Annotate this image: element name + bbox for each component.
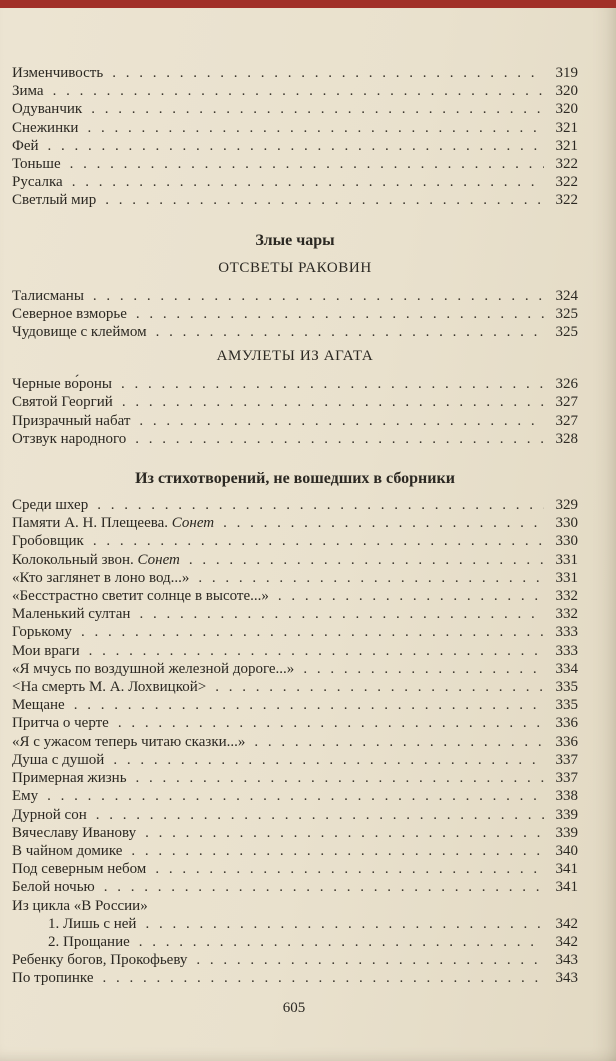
entry-page: 325 [555, 305, 578, 322]
toc-entry [12, 751, 578, 769]
entry-page: 320 [555, 83, 578, 100]
dot-leader [139, 605, 544, 623]
entry-title: Призрачный набат [12, 412, 131, 429]
entry-title: По тропинке [12, 970, 94, 987]
toc-entry [12, 191, 578, 209]
dot-leader [196, 951, 544, 969]
toc-entry [12, 100, 578, 118]
dot-leader [93, 532, 544, 550]
dot-leader [122, 393, 544, 411]
dot-leader [113, 751, 544, 769]
dot-leader [97, 496, 544, 514]
dot-leader [87, 119, 544, 137]
entry-title-italic: Сонет [133, 551, 180, 568]
entry-page: 321 [555, 119, 578, 136]
entry-title: В чайном домике [12, 842, 123, 859]
entry-title: Фей [12, 137, 39, 154]
entry-page: 320 [555, 101, 578, 118]
toc-entry [12, 915, 578, 933]
toc-entry [12, 951, 578, 969]
toc-entry [12, 551, 578, 569]
toc-entry [12, 696, 578, 714]
toc-entry [12, 878, 578, 896]
entry-title: 2. Прощание [48, 933, 130, 950]
entry-page: 325 [555, 324, 578, 341]
entry-title: Зима [12, 83, 44, 100]
dot-leader [121, 375, 544, 393]
entry-page: 335 [555, 697, 578, 714]
entry-page: 324 [555, 287, 578, 304]
toc-entry [12, 173, 578, 191]
toc-entry [12, 287, 578, 305]
entry-title: Памяти А. Н. Плещеева. Сонет [12, 515, 215, 532]
entry-page: 334 [555, 660, 578, 677]
page-number: 605 [282, 1000, 306, 1016]
toc-entry [12, 933, 578, 951]
entry-page: 337 [555, 751, 578, 768]
entry-page: 322 [555, 156, 578, 173]
entry-page: 330 [555, 533, 578, 550]
dot-leader [135, 430, 544, 448]
entry-title: Белой ночью [12, 879, 95, 896]
entry-title: «Бесстрастно светит солнце в высоте...» [12, 588, 269, 605]
dot-leader [48, 137, 544, 155]
dot-leader [102, 969, 544, 987]
dot-leader [91, 100, 544, 118]
entry-title: 1. Лишь с ней [48, 915, 137, 932]
entry-page: 337 [555, 770, 578, 787]
toc-entry [12, 769, 578, 787]
dot-leader [136, 769, 544, 787]
entry-title: Ребенку богов, Прокофьеву [12, 952, 188, 969]
toc-entry [12, 623, 578, 641]
toc-entry [12, 119, 578, 137]
section-heading: Злые чары [255, 231, 335, 249]
toc-entry [12, 155, 578, 173]
toc-entry [12, 605, 578, 623]
dot-leader [189, 551, 544, 569]
entry-title: «Кто заглянет в лоно вод...» [12, 569, 190, 586]
dot-leader [136, 305, 544, 323]
toc-entry [12, 587, 578, 605]
entry-page: 332 [555, 588, 578, 605]
entry-title: Притча о черте [12, 715, 109, 732]
entry-page: 336 [555, 733, 578, 750]
entry-title: «Я мчусь по воздушной железной дороге...» [12, 660, 295, 677]
dot-leader [254, 733, 544, 751]
dot-leader [303, 660, 544, 678]
entry-page: 341 [555, 879, 578, 896]
entry-page: 321 [555, 137, 578, 154]
dot-leader [145, 915, 544, 933]
toc-entry [12, 137, 578, 155]
entry-title: Северное взморье [12, 305, 127, 322]
dot-leader [81, 623, 544, 641]
toc-entry [12, 412, 578, 430]
dot-leader [223, 514, 544, 532]
entry-title: Светлый мир [12, 192, 97, 209]
entry-title: Ему [12, 788, 39, 805]
entry-page: 340 [555, 842, 578, 859]
entry-page: 327 [555, 394, 578, 411]
entry-page: 331 [555, 551, 578, 568]
dot-leader [145, 824, 544, 842]
toc-entry [12, 824, 578, 842]
entry-title: Маленький султан [12, 606, 131, 623]
entry-title: Чудовище с клеймом [12, 324, 147, 341]
toc-entry [12, 64, 578, 82]
entry-page: 328 [555, 430, 578, 447]
entry-title: Под северным небом [12, 861, 147, 878]
dot-leader [89, 642, 544, 660]
dot-leader [93, 287, 544, 305]
entry-page: 343 [555, 970, 578, 987]
dot-leader [70, 155, 544, 173]
dot-leader [155, 860, 544, 878]
dot-leader [53, 82, 544, 100]
entry-title: Мои враги [12, 642, 80, 659]
toc-entry [12, 897, 578, 915]
dot-leader [131, 842, 544, 860]
entry-title: Колокольный звон. Сонет [12, 551, 180, 568]
entry-page: 319 [555, 65, 578, 81]
entry-page: 322 [555, 174, 578, 191]
entry-page: 342 [555, 933, 578, 950]
entry-title: Вячеславу Иванову [12, 824, 137, 841]
entry-title: Среди шхер [12, 497, 89, 514]
dot-leader [278, 587, 544, 605]
dot-leader [104, 878, 544, 896]
dot-leader [139, 412, 544, 430]
toc-entry [12, 787, 578, 805]
toc-entry [12, 660, 578, 678]
toc-entry [12, 496, 578, 514]
entry-title: Русалка [12, 174, 63, 191]
entry-page: 336 [555, 715, 578, 732]
toc-entry [12, 82, 578, 100]
entry-page: 333 [555, 642, 578, 659]
entry-page: 339 [555, 806, 578, 823]
entry-title: Черные во́роны [12, 376, 113, 393]
toc-entry [12, 642, 578, 660]
entry-title-italic: Сонет [168, 515, 215, 532]
toc-entry [12, 305, 578, 323]
dot-leader [139, 933, 544, 951]
entry-title: Святой Георгий [12, 394, 113, 411]
entry-title: Талисманы [12, 287, 84, 304]
dot-leader [105, 191, 544, 209]
entry-page: 333 [555, 624, 578, 641]
section-subheading: ОТСВЕТЫ РАКОВИН [218, 259, 372, 276]
entry-title: Снежинки [12, 119, 79, 136]
section-subheading: АМУЛЕТЫ ИЗ АГАТА [216, 348, 374, 365]
dot-leader [156, 323, 544, 341]
entry-title: Примерная жизнь [12, 770, 127, 787]
toc-entry [12, 733, 578, 751]
entry-page: 330 [555, 515, 578, 532]
toc-entry [12, 842, 578, 860]
toc-entry [12, 806, 578, 824]
toc-entry [12, 860, 578, 878]
toc-entry [12, 714, 578, 732]
entry-title: Дурной сон [12, 806, 87, 823]
entry-page: 339 [555, 824, 578, 841]
entry-title: Изменчивость [12, 65, 104, 81]
dot-leader [198, 569, 544, 587]
entry-page: 343 [555, 952, 578, 969]
entry-page: 326 [555, 376, 578, 393]
entry-title: Одуванчик [12, 101, 83, 118]
dot-leader [72, 173, 544, 191]
dot-leader [96, 806, 544, 824]
toc-entry [12, 532, 578, 550]
section-heading: Из стихотворений, не вошедших в сборники [135, 470, 455, 488]
toc-entry [12, 569, 578, 587]
entry-title: Из цикла «В России» [12, 897, 148, 914]
entry-title: Тоньше [12, 156, 61, 173]
dot-leader [112, 64, 544, 82]
entry-title: <На смерть М. А. Лохвицкой> [12, 679, 207, 696]
dot-leader [74, 696, 544, 714]
toc-entry [12, 969, 578, 987]
entry-page: 331 [555, 569, 578, 586]
entry-title: Душа с душой [12, 751, 105, 768]
entry-title: Горькому [12, 624, 72, 641]
entry-title: «Я с ужасом теперь читаю сказки...» [12, 733, 246, 750]
dot-leader [47, 787, 544, 805]
toc-entry [12, 393, 578, 411]
toc-entry [12, 323, 578, 341]
entry-title: Отзвук народного [12, 430, 127, 447]
entry-page: 341 [555, 861, 578, 878]
entry-page: 327 [555, 412, 578, 429]
entry-page: 335 [555, 679, 578, 696]
toc-entry [12, 430, 578, 448]
dot-leader [215, 678, 544, 696]
entry-page: 329 [555, 497, 578, 514]
entry-title: Мещане [12, 697, 65, 714]
entry-title: Гробовщик [12, 533, 84, 550]
entry-page: 322 [555, 192, 578, 209]
entry-page: 332 [555, 606, 578, 623]
dot-leader [118, 714, 544, 732]
toc-entry [12, 678, 578, 696]
entry-page: 338 [555, 788, 578, 805]
entry-page: 342 [555, 915, 578, 932]
toc-entry [12, 514, 578, 532]
toc-entry [12, 375, 578, 393]
